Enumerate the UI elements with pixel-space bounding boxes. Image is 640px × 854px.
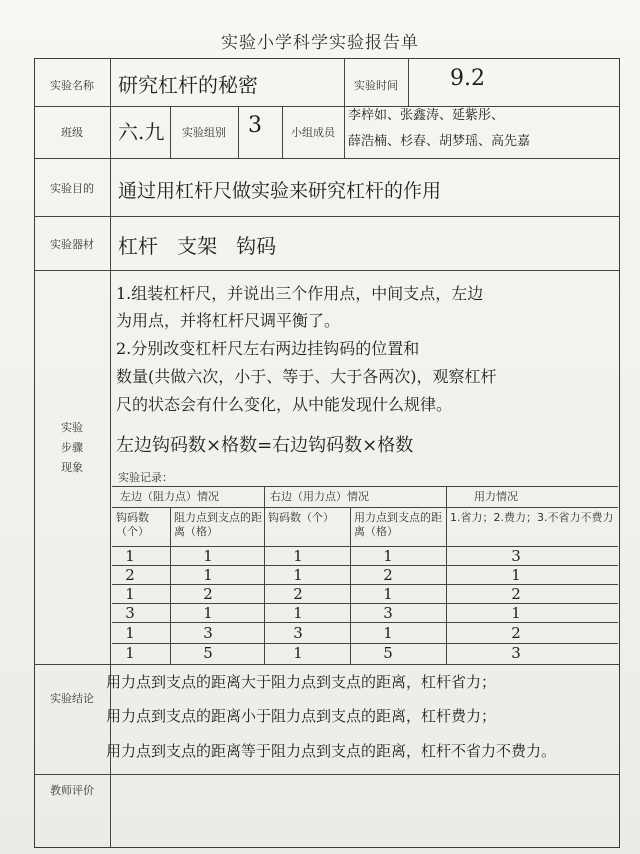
record-divider (112, 565, 618, 566)
column-divider (238, 106, 239, 158)
label-group: 实验组别 (182, 126, 226, 139)
record-col-divider (264, 486, 265, 664)
record-cell: 1 (293, 644, 303, 662)
record-cell: 1 (125, 624, 135, 642)
record-col-divider (170, 507, 171, 664)
record-cell: 2 (203, 585, 213, 603)
record-cell: 2 (293, 585, 303, 603)
experiment-time-value: 9.2 (450, 66, 485, 91)
column-divider (408, 58, 409, 106)
record-cell: 1 (203, 604, 213, 622)
col-header: 钩码数（个） (116, 511, 149, 538)
step-line: 为用点，并将杠杆尺调平衡了。 (116, 311, 341, 330)
record-cell: 1 (125, 644, 135, 662)
record-divider (112, 603, 618, 604)
formula-line: 左边钩码数×格数=右边钩码数×格数 (116, 435, 414, 456)
conclusion-line: 用力点到支点的距离小于阻力点到支点的距离，杠杆费力； (106, 707, 497, 725)
record-cell: 1 (383, 585, 393, 603)
label-purpose: 实验目的 (50, 182, 94, 195)
members-line-2: 薛浩楠、杉春、胡梦瑶、高先嘉 (348, 134, 531, 149)
label-experiment-time: 实验时间 (354, 79, 398, 92)
record-cell: 1 (293, 566, 303, 584)
record-cell: 2 (383, 566, 393, 584)
row-divider (34, 270, 620, 271)
record-caption: 实验记录： (118, 471, 173, 484)
label-experiment-name: 实验名称 (50, 79, 94, 92)
class-value: 六.九 (118, 120, 165, 144)
row-divider (34, 774, 620, 775)
record-cell: 5 (203, 644, 213, 662)
row-divider (34, 158, 620, 159)
record-divider (112, 584, 618, 585)
group-value: 3 (248, 113, 262, 138)
record-divider (112, 643, 618, 644)
record-cell: 1 (383, 624, 393, 642)
record-cell: 1 (511, 566, 521, 584)
record-col-divider (446, 486, 447, 664)
record-cell: 2 (511, 585, 521, 603)
row-divider (34, 106, 620, 107)
label-teacher-review: 教师评价 (50, 784, 94, 797)
record-cell: 5 (383, 644, 393, 662)
label-conclusion: 实验结论 (50, 692, 94, 705)
record-col-divider (350, 507, 351, 664)
record-cell: 3 (293, 624, 303, 642)
experiment-name-value: 研究杠杆的秘密 (118, 73, 258, 97)
col-header: 用力点到支点的距离（格） (354, 511, 442, 538)
record-divider (112, 546, 618, 547)
col-header: 1.省力；2.费力；3.不省力不费力 (450, 511, 614, 524)
record-cell: 2 (125, 566, 135, 584)
record-cell: 1 (511, 604, 521, 622)
step-line: 1.组装杠杆尺，并说出三个作用点，中间支点，左边 (116, 284, 484, 303)
conclusion-line: 用力点到支点的距离等于阻力点到支点的距离，杠杆不省力不费力。 (106, 742, 557, 760)
label-steps-line-3: 现象 (61, 461, 83, 474)
label-steps (34, 418, 110, 478)
members-line-1: 李梓如、张鑫涛、延紫彤、 (348, 108, 505, 123)
step-line: 2.分别改变杠杆尺左右两边挂钩码的位置和 (116, 339, 420, 358)
record-divider (112, 622, 618, 623)
step-line: 数量(共做六次，小于、等于、大于各两次)，观察杠杆 (116, 367, 497, 386)
record-cell: 1 (203, 547, 213, 565)
group-header-force: 用力情况 (474, 490, 518, 503)
record-cell: 2 (511, 624, 521, 642)
column-divider (344, 106, 345, 158)
report-title: 实验小学科学实验报告单 (221, 33, 419, 53)
group-header-right: 右边（用力点）情况 (270, 490, 369, 503)
group-header-left: 左边（阻力点）情况 (120, 490, 219, 503)
equipment-value: 杠杆 支架 钩码 (118, 234, 277, 258)
record-cell: 1 (383, 547, 393, 565)
record-divider (112, 507, 618, 508)
record-cell: 3 (203, 624, 213, 642)
record-cell: 3 (511, 644, 521, 662)
label-steps-line-2: 步骤 (61, 441, 83, 454)
column-divider (110, 58, 111, 848)
col-header: 阻力点到支点的距离（格） (174, 511, 262, 538)
step-line: 尺的状态会有什么变化，从中能发现什么规律。 (116, 395, 453, 414)
col-header: 钩码数（个） (268, 511, 334, 524)
record-cell: 1 (293, 547, 303, 565)
record-cell: 1 (293, 604, 303, 622)
row-divider (34, 216, 620, 217)
label-class: 班级 (61, 126, 83, 139)
record-cell: 3 (383, 604, 393, 622)
record-cell: 1 (125, 585, 135, 603)
label-equipment: 实验器材 (50, 238, 94, 251)
label-steps-line-1: 实验 (61, 421, 83, 434)
record-cell: 1 (125, 547, 135, 565)
record-cell: 1 (203, 566, 213, 584)
record-cell: 3 (511, 547, 521, 565)
record-cell: 3 (125, 604, 135, 622)
purpose-value: 通过用杠杆尺做实验来研究杠杆的作用 (118, 180, 442, 202)
conclusion-line: 用力点到支点的距离大于阻力点到支点的距离，杠杆省力； (106, 673, 497, 691)
label-members: 小组成员 (291, 126, 335, 139)
